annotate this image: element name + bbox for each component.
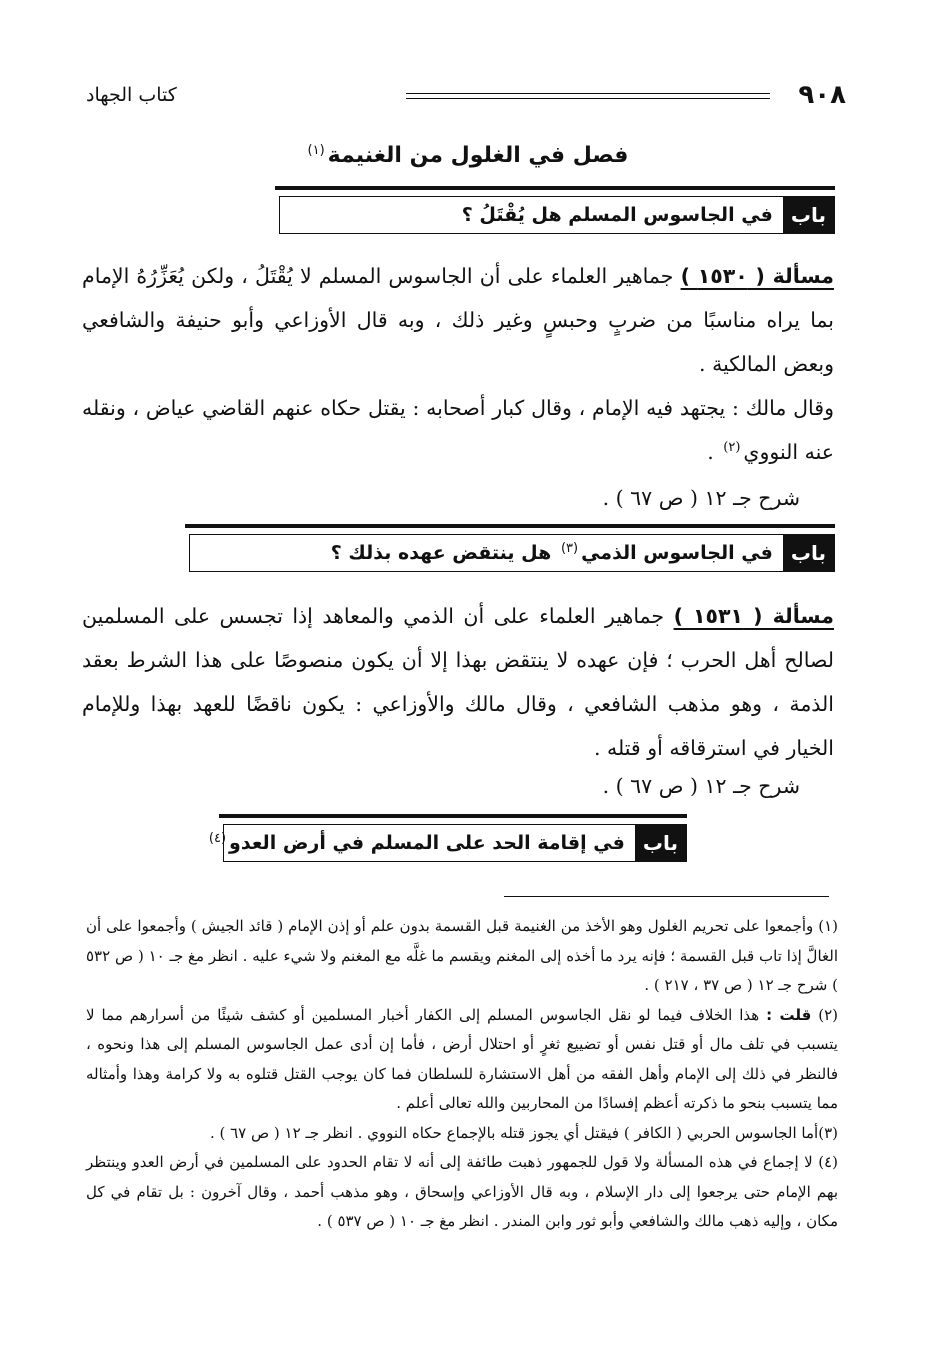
chapter-box xyxy=(185,524,835,572)
masala-text-2-end: . xyxy=(707,440,714,464)
footnotes xyxy=(86,912,838,1237)
footnote-text: أما الجاسوس الحربي ( الكافر ) فيقتل أي يجوز قتله بالإجماع حكاه النووي . انظر جـ ١٢ ( ص ٦٧ ) . xyxy=(209,1123,819,1142)
footnote-lead: قلت : xyxy=(766,1005,812,1024)
section-title-text: فصل في الغلول من الغنيمة xyxy=(327,143,629,168)
footnote-number: (١) xyxy=(818,917,838,935)
chapter-title xyxy=(196,832,635,854)
chapter-title-text: في الجاسوس الذمي xyxy=(581,542,773,564)
footnote xyxy=(86,912,838,1001)
masala-reference: شرح جـ ١٢ ( ص ٦٧ ) . xyxy=(602,486,800,510)
footnote-text: هذا الخلاف فيما لو نقل الجاسوس المسلم إلى الكفار أخبار المسلمين أو كشف شيئًا من أسرارهم مما لا يتسبب في تلف مال أو قتل نفس أو تضييع ثغرٍ أو احتلال أرض ، فأما إن أدى عمل الجاسوس المسلم إلى هذا ونحوه ، فالنظر في ذلك إلى الإمام وأهل الفقه من أهل الاستشارة للسلطان فما كان يوجب القتل قتلوه به ولا كرامة وهذا وأمثاله مما يتسبب بنحو ما ذكرته أعظم إفسادًا من المحاربين والله تعالى أعلم . xyxy=(86,1005,838,1112)
chapter-title xyxy=(321,542,783,564)
chapter-title xyxy=(452,204,783,226)
footnote-number: (٤) xyxy=(818,1153,838,1171)
masala-text: جماهير العلماء على أن الجاسوس المسلم لا يُقْتَلُ ، ولكن يُعَزِّرُهُ الإمام بما يراه مناسبًا من ضربٍ وحبسٍ وغير ذلك ، وبه قال الأوزاعي وأبو حنيفة والشافعي وبعض المالكية . xyxy=(82,264,834,376)
masala-paragraph xyxy=(82,254,834,386)
page-number: ٩٠٨ xyxy=(798,80,846,110)
footnote-number: (٢) xyxy=(818,1005,838,1024)
masala-label: مسألة ( ١٥٣٠ ) xyxy=(680,264,834,288)
footnote-text: وأجمعوا على تحريم الغلول وهو الأخذ من الغنيمة قبل القسمة بدون علم أو إذن الإمام ( قائد الجيش ) وأجمعوا على أن الغالَّ إذا تاب قبل القسمة ؛ فإنه يرد ما أخذه إلى المغنم ويقسم ما غلَّه مع المغنم ولا شيء عليه . انظر مغ جـ ١٠ ( ص ٥٣٢ ) شرح جـ ١٢ ( ص ٣٧ ، ٢١٧ ) . xyxy=(86,917,838,994)
footnote-number: (٣) xyxy=(818,1123,838,1142)
masala-label: مسألة ( ١٥٣١ ) xyxy=(673,604,834,628)
chapter-box-frame xyxy=(279,196,835,234)
masala-paragraph-continued xyxy=(82,386,834,474)
chapter-box xyxy=(208,814,687,862)
footnote-marker: (٢) xyxy=(723,440,741,456)
footnote-marker: (٣) xyxy=(560,540,579,556)
masala-text-2: وقال مالك : يجتهد فيه الإمام ، وقال كبار أصحابه : يقتل حكاه عنهم القاضي عياض ، ونقله عنه النووي xyxy=(82,396,834,464)
chapter-tag: باب xyxy=(635,825,686,861)
footnote xyxy=(86,1119,838,1149)
section-title xyxy=(0,140,933,172)
chapter-title-after: هل ينتقض عهده بذلك ؟ xyxy=(330,542,552,564)
running-header xyxy=(86,78,846,118)
chapter-box-frame xyxy=(189,534,835,572)
chapter-title-text: في إقامة الحد على المسلم في أرض العدو xyxy=(229,832,625,854)
footnote-text: لا إجماع في هذه المسألة ولا قول للجمهور ذهبت طائفة إلى أنه لا تقام الحدود على المسلمين في أرض العدو وينتظر بهم الإمام حتى يرجعوا إلى دار الإسلام ، وبه قال الأوزاعي وإسحاق ، وهو مذهب أحمد ، وقال آخرون : بل تقام في كل مكان ، وإليه ذهب مالك والشافعي وأبو ثور وابن المندر . انظر مغ جـ ١٠ ( ص ٥٣٧ ) . xyxy=(86,1153,838,1230)
masala-text: جماهير العلماء على أن الذمي والمعاهد إذا تجسس على المسلمين لصالح أهل الحرب ؛ فإن عهده لا ينتقض بهذا إلا أن يكون منصوصًا على هذا الشرط بعقد الذمة ، وهو مذهب الشافعي ، وقال مالك والأوزاعي : يكون ناقضًا للعهد بهذا وللإمام الخيار في استرقاقه أو قتله . xyxy=(82,604,834,760)
footnote-marker: (١) xyxy=(307,142,325,158)
masala-paragraph xyxy=(82,594,834,770)
chapter-box xyxy=(275,186,835,234)
footnote-marker: (٤) xyxy=(208,830,227,846)
chapter-box-frame xyxy=(208,824,687,862)
footnote xyxy=(86,1148,838,1237)
book-title: كتاب الجهاد xyxy=(86,84,177,106)
chapter-tag: باب xyxy=(783,535,834,571)
header-rule xyxy=(406,93,770,99)
footnote xyxy=(86,1001,838,1119)
chapter-title-text: في الجاسوس المسلم هل يُقْتَلُ ؟ xyxy=(461,204,773,226)
footnote-separator xyxy=(504,896,829,897)
chapter-tag: باب xyxy=(783,197,834,233)
masala-reference: شرح جـ ١٢ ( ص ٦٧ ) . xyxy=(602,774,800,798)
